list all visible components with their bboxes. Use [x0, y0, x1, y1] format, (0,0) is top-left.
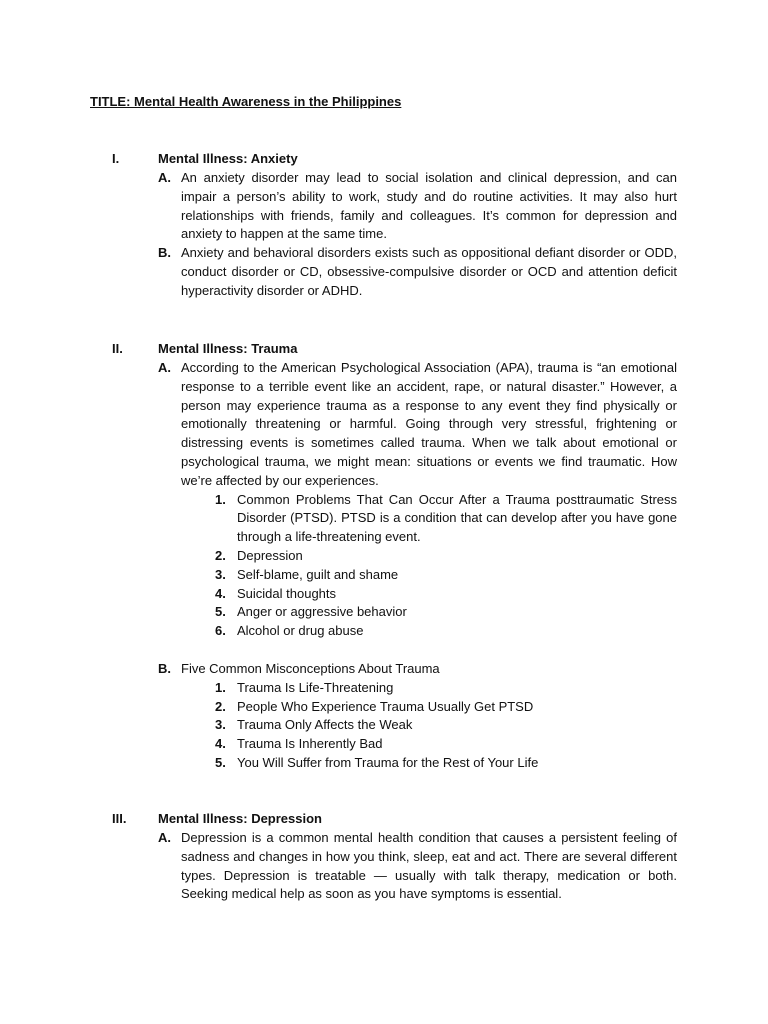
item-text: Trauma Only Affects the Weak [237, 717, 413, 733]
item-letter: A. [158, 830, 171, 845]
section-numeral: III. [112, 811, 127, 826]
numbered-item [215, 585, 677, 604]
item-text: According to the American Psychological Association (APA), trauma is “an emotional response to a terrible event like an accident, rape, or natural disaster.” However, a person may experience trauma as a response to any event they find physically or emotionally threatening or harmful. Going through very stressful, frightening or distressing events is sometimes called trauma. When we talk about emotional or psychological trauma, we might mean: situations or events we find traumatic. How we’re affected by our experiences. [181, 360, 677, 488]
numbered-item [215, 716, 677, 735]
item-text: Trauma Is Inherently Bad [237, 736, 383, 752]
item-number: 5. [215, 754, 226, 770]
numbered-list [215, 491, 677, 641]
item-text: Alcohol or drug abuse [237, 623, 364, 639]
numbered-item [215, 603, 677, 622]
numbered-item [215, 698, 677, 717]
item-text: Anger or aggressive behavior [237, 604, 407, 620]
item-number: 2. [215, 547, 226, 563]
numbered-item [215, 547, 677, 566]
item-text: You Will Suffer from Trauma for the Rest of Your Life [237, 754, 539, 770]
item-number: 1. [215, 679, 226, 695]
numbered-item [215, 491, 677, 547]
numbered-item [215, 754, 677, 773]
item-text: Five Common Misconceptions About Trauma [181, 660, 440, 676]
item-letter: B. [158, 660, 171, 676]
item-letter: A. [158, 360, 171, 375]
item-text: Common Problems That Can Occur After a Trauma posttraumatic Stress Disorder (PTSD). PTSD is a condition that can develop after you have gone through a life-threatening event. [237, 491, 677, 545]
document-title: TITLE: Mental Health Awareness in the Philippines [90, 94, 402, 109]
item-text: Trauma Is Life-Threatening [237, 679, 394, 695]
item-text: Depression is a common mental health condition that causes a persistent feeling of sadness and changes in how you think, sleep, eat and act. There are several different types. Depression is treatable — usually with talk therapy, medication or both. Seeking medical help as soon as you have symptoms is essential. [181, 830, 677, 902]
section-heading: Mental Illness: Anxiety [158, 151, 298, 166]
item-number: 3. [215, 566, 226, 582]
list-item [158, 829, 677, 904]
item-letter: A. [158, 170, 171, 185]
list-item [158, 169, 677, 244]
item-letter: B. [158, 245, 171, 261]
section-trauma [0, 340, 768, 773]
item-text: Suicidal thoughts [237, 585, 337, 601]
section-heading: Mental Illness: Depression [158, 811, 322, 826]
item-number: 5. [215, 604, 226, 620]
list-item [158, 244, 677, 300]
spacer [0, 641, 768, 660]
numbered-list [215, 679, 677, 773]
item-text: Self-blame, guilt and shame [237, 566, 399, 582]
item-number: 4. [215, 585, 226, 601]
list-item [158, 660, 677, 679]
section-header [0, 150, 768, 169]
section-numeral: I. [112, 151, 120, 166]
list-item [158, 359, 677, 491]
numbered-item [215, 566, 677, 585]
item-text: Depression [237, 547, 303, 563]
section-header [0, 340, 768, 359]
section-numeral: II. [112, 341, 123, 356]
section-heading: Mental Illness: Trauma [158, 341, 298, 356]
item-text: An anxiety disorder may lead to social isolation and clinical depression, and can impair a person’s ability to work, study and do routine activities. It may also hurt relationships with friends, family and colleagues. It’s common for depression and anxiety to happen at the same time. [181, 170, 677, 242]
item-number: 4. [215, 736, 226, 752]
section-header [0, 810, 768, 829]
item-number: 3. [215, 717, 226, 733]
item-number: 2. [215, 698, 226, 714]
numbered-item [215, 622, 677, 641]
item-text: Anxiety and behavioral disorders exists such as oppositional defiant disorder or ODD, conduct disorder or CD, obsessive-compulsive disorder or OCD and attention deficit hyperactivity disorder or ADHD. [181, 245, 677, 298]
item-number: 6. [215, 623, 226, 639]
item-number: 1. [215, 491, 226, 507]
item-text: People Who Experience Trauma Usually Get PTSD [237, 698, 534, 714]
section-anxiety [0, 150, 768, 301]
section-depression [0, 810, 768, 904]
numbered-item [215, 735, 677, 754]
numbered-item [215, 679, 677, 698]
